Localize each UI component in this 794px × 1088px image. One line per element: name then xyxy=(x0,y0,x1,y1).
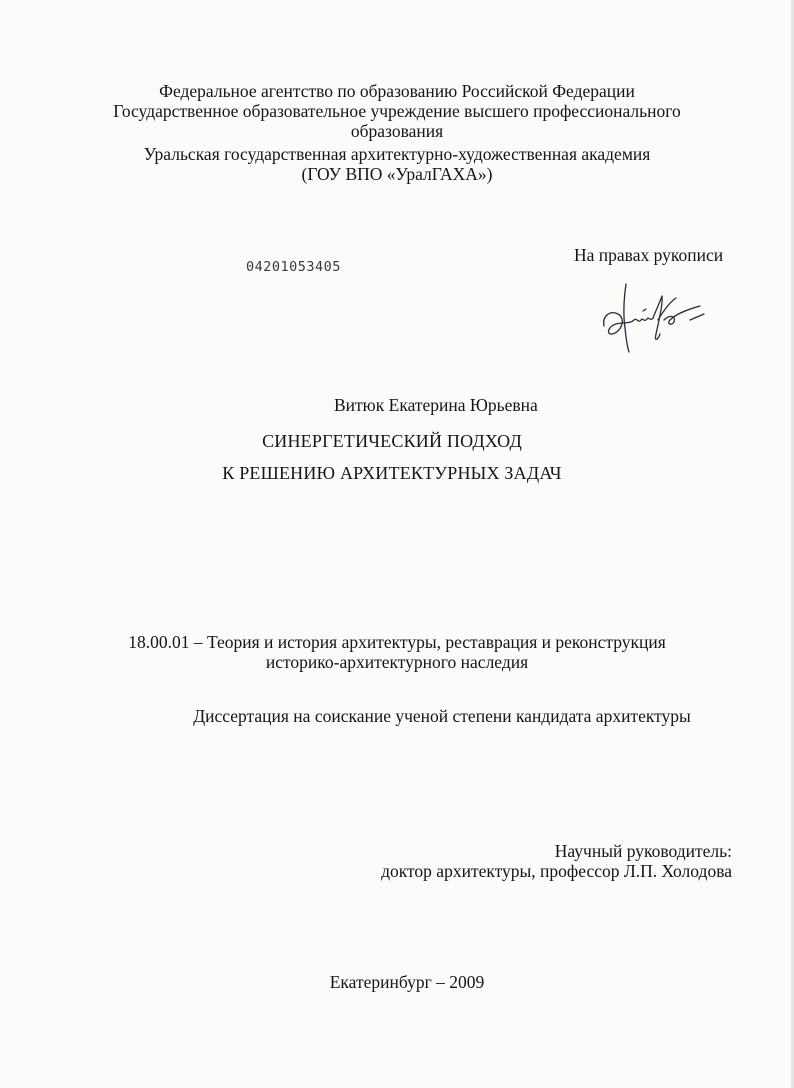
dissertation-title-line2: К РЕШЕНИЮ АРХИТЕКТУРНЫХ ЗАДАЧ xyxy=(222,463,562,483)
dissertation-type: Диссертация на соискание ученой степени кандидата архитектуры xyxy=(193,706,691,726)
serial-number: 04201053405 xyxy=(246,259,341,275)
dissertation-title-line1: СИНЕРГЕТИЧЕСКИЙ ПОДХОД xyxy=(262,431,522,451)
city-year: Екатеринбург – 2009 xyxy=(329,972,485,992)
supervisor-label: Научный руководитель: xyxy=(554,841,732,861)
specialty-code: 18.00.01 – Теория и история архитектуры, реставрация и реконструкция xyxy=(128,632,666,652)
header-academy: Уральская государственная архитектурно-художественная академия xyxy=(143,144,651,164)
manuscript-note: На правах рукописи xyxy=(574,245,724,265)
author-name: Витюк Екатерина Юрьевна xyxy=(334,395,538,415)
header-institution-cont: образования xyxy=(350,121,444,141)
header-institution: Государственное образовательное учреждение высшего профессионального xyxy=(113,101,681,121)
header-agency: Федеральное агентство по образованию Российской Федерации xyxy=(159,81,635,101)
signature-icon xyxy=(596,280,711,360)
supervisor-name: доктор архитектуры, профессор Л.П. Холодова xyxy=(381,861,732,881)
specialty-code-cont: историко-архитектурного наследия xyxy=(265,652,529,672)
header-academy-abbr: (ГОУ ВПО «УралГАХА») xyxy=(301,164,493,184)
